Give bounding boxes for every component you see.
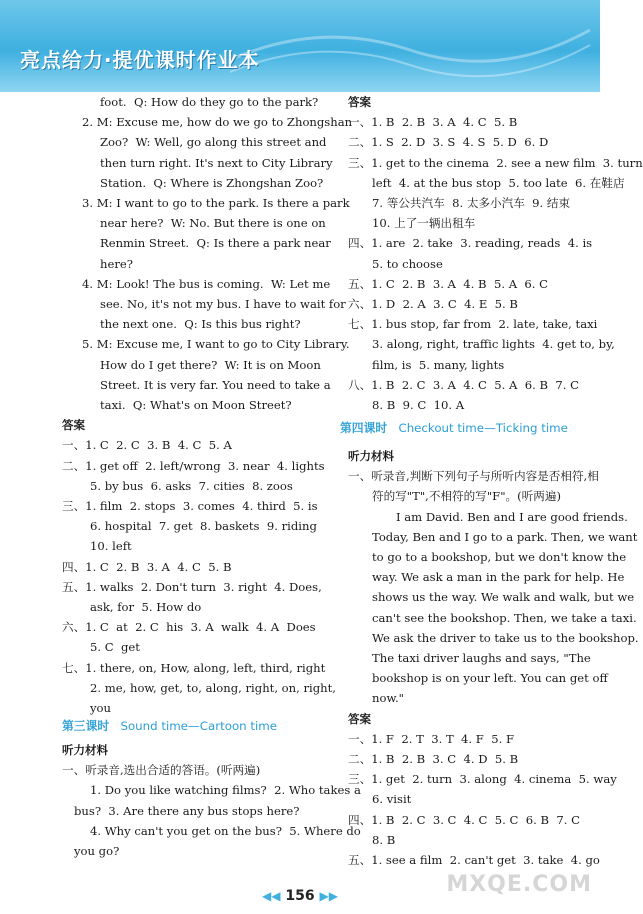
right-arrows-icon: ▶▶ — [319, 889, 338, 903]
text-line: 一、1. C 2. C 3. B 4. C 5. A — [62, 438, 232, 453]
text-line: film, is 5. many, lights — [372, 357, 505, 372]
text-line: Renmin Street. Q: Is there a park near — [100, 236, 331, 251]
section-heading: 答案 — [348, 95, 371, 109]
text-line: The taxi driver laughs and says, "The — [372, 651, 591, 666]
text-line: 2. M: Excuse me, how do we go to Zhongshan — [82, 115, 353, 130]
book-series-title: 亮点给力·提优课时作业本 — [20, 48, 260, 72]
text-line: 二、1. B 2. B 3. C 4. D 5. B — [348, 752, 519, 767]
text-line: see. No, it's not my bus. I have to wait for — [100, 297, 346, 312]
text-line: Station. Q: Where is Zhongshan Zoo? — [100, 175, 324, 190]
text-line: 六、1. C at 2. C his 3. A walk 4. A Does — [62, 620, 316, 635]
lesson-4-heading — [340, 416, 590, 440]
text-line: you go? — [74, 844, 120, 859]
watermark: MXQE.COM — [446, 872, 592, 897]
left-column-text — [62, 92, 353, 718]
text-line: 四、1. are 2. take 3. reading, reads 4. is — [348, 236, 593, 251]
right-column-answers — [332, 92, 643, 415]
text-line: can't see the bookshop. Then, we take a taxi. — [372, 610, 637, 625]
text-line: way. We ask a man in the park for help. He — [372, 570, 625, 585]
text-line: 四、1. B 2. C 3. C 4. C 5. C 6. B 7. C — [348, 812, 581, 827]
text-line: 六、1. D 2. A 3. C 4. E 5. B — [348, 297, 518, 312]
text-line: 6. hospital 7. get 8. baskets 9. riding — [90, 519, 317, 534]
text-line: 7. 等公共汽车 8. 太多小汽车 9. 结束 — [372, 196, 571, 211]
section-heading: 答案 — [62, 418, 85, 433]
lesson-3-heading — [62, 714, 302, 738]
text-line: 3. M: I want to go to the park. Is there a park — [82, 196, 350, 211]
text-line: 符的写"T",不相符的写"F"。(听两遍) — [372, 489, 561, 504]
text-line: 5. M: Excuse me, I want to go to City Library. — [82, 337, 350, 352]
text-line: 二、1. get off 2. left/wrong 3. near 4. lights — [62, 458, 325, 473]
text-line: 五、1. see a film 2. can't get 3. take 4. go — [348, 853, 600, 868]
text-line: 2. me, how, get, to, along, right, on, right, — [90, 680, 336, 695]
text-line: 一、1. B 2. B 3. A 4. C 5. B — [348, 115, 518, 130]
text-line: 10. 上了一辆出租车 — [372, 216, 476, 231]
text-line: 5. to choose — [372, 256, 443, 271]
text-line: 10. left — [90, 539, 132, 554]
section-heading: 答案 — [348, 711, 371, 726]
text-line: taxi. Q: What's on Moon Street? — [100, 398, 292, 413]
text-line: 三、1. get 2. turn 3. along 4. cinema 5. way — [348, 772, 617, 787]
text-line: How do I get there? W: It is on Moon — [100, 357, 321, 372]
text-line: 八、1. B 2. C 3. A 4. C 5. A 6. B 7. C — [348, 377, 580, 392]
text-line: 5. by bus 6. asks 7. cities 8. zoos — [90, 478, 293, 493]
text-line: 二、1. S 2. D 3. S 4. S 5. D 6. D — [348, 135, 549, 150]
text-line: bus? 3. Are there any bus stops here? — [74, 803, 300, 818]
text-line: Zoo? W: Well, go along this street and — [100, 135, 327, 150]
text-line: the next one. Q: Is this bus right? — [100, 317, 301, 332]
text-line: shows us the way. We walk and walk, but we — [372, 590, 635, 605]
text-line: now." — [372, 691, 405, 706]
lesson-4-title: Checkout time—Ticking time — [398, 421, 568, 435]
text-line: to go to a bookshop, but we don't know the — [372, 550, 627, 565]
text-line: 4. M: Look! The bus is coming. W: Let me — [82, 276, 331, 291]
text-line: here? — [100, 256, 133, 271]
text-line: 8. B 9. C 10. A — [372, 398, 465, 413]
text-line: left 4. at the bus stop 5. too late 6. 在鞋店 — [372, 175, 625, 190]
text-line: bookshop is on your left. You can get off — [372, 671, 608, 686]
text-line: 一、听录音,判断下列句子与所听内容是否相符,相 — [348, 469, 599, 484]
text-line: then turn right. It's next to City Library — [100, 155, 333, 170]
text-line: 1. Do you like watching films? 2. Who takes a — [90, 783, 361, 798]
page-number: ◀◀ 156 ▶▶ — [262, 888, 338, 904]
text-line: 五、1. walks 2. Don't turn 3. right 4. Does, — [62, 579, 322, 594]
text-line: Today, Ben and I go to a park. Then, we want — [372, 529, 638, 544]
text-line: 8. B — [372, 832, 396, 847]
text-line: We ask the driver to take us to the bookshop. — [372, 630, 639, 645]
text-line: 三、1. film 2. stops 3. comes 4. third 5. is — [62, 499, 318, 514]
text-line: you — [90, 701, 111, 716]
lesson-4-label: 第四课时 — [340, 421, 388, 435]
section-heading: 听力材料 — [62, 743, 108, 757]
text-line: 一、听录音,选出合适的答语。(听两遍) — [62, 763, 261, 778]
decorative-wave — [230, 10, 590, 80]
page-header-banner — [0, 0, 600, 92]
text-line: 3. along, right, traffic lights 4. get to, by, — [372, 337, 615, 352]
text-line: 四、1. C 2. B 3. A 4. C 5. B — [62, 559, 232, 574]
text-line: 6. visit — [372, 792, 412, 807]
text-line: 七、1. there, on, How, along, left, third, right — [62, 660, 326, 675]
lesson-3-title: Sound time—Cartoon time — [120, 719, 278, 733]
text-line: 5. C get — [90, 640, 140, 655]
lesson-3-label: 第三课时 — [62, 719, 110, 733]
left-column-listening — [62, 740, 361, 861]
text-line: ask, for 5. How do — [90, 600, 202, 615]
text-line: 三、1. get to the cinema 2. see a new film 3. turn — [348, 155, 643, 170]
text-line: 4. Why can't you get on the bus? 5. Where do — [90, 823, 361, 838]
section-heading: 听力材料 — [348, 449, 394, 463]
text-line: 一、1. F 2. T 3. T 4. F 5. F — [348, 731, 515, 746]
text-line: I am David. Ben and I are good friends. — [396, 509, 628, 524]
left-arrows-icon: ◀◀ — [262, 889, 281, 903]
text-line: 七、1. bus stop, far from 2. late, take, taxi — [348, 317, 598, 332]
text-line: 五、1. C 2. B 3. A 4. B 5. A 6. C — [348, 276, 549, 291]
text-line: Street. It is very far. You need to take a — [100, 377, 331, 392]
right-column-listening — [332, 446, 639, 870]
text-line: foot. Q: How do they go to the park? — [100, 95, 319, 109]
text-line: near here? W: No. But there is one on — [100, 216, 326, 231]
